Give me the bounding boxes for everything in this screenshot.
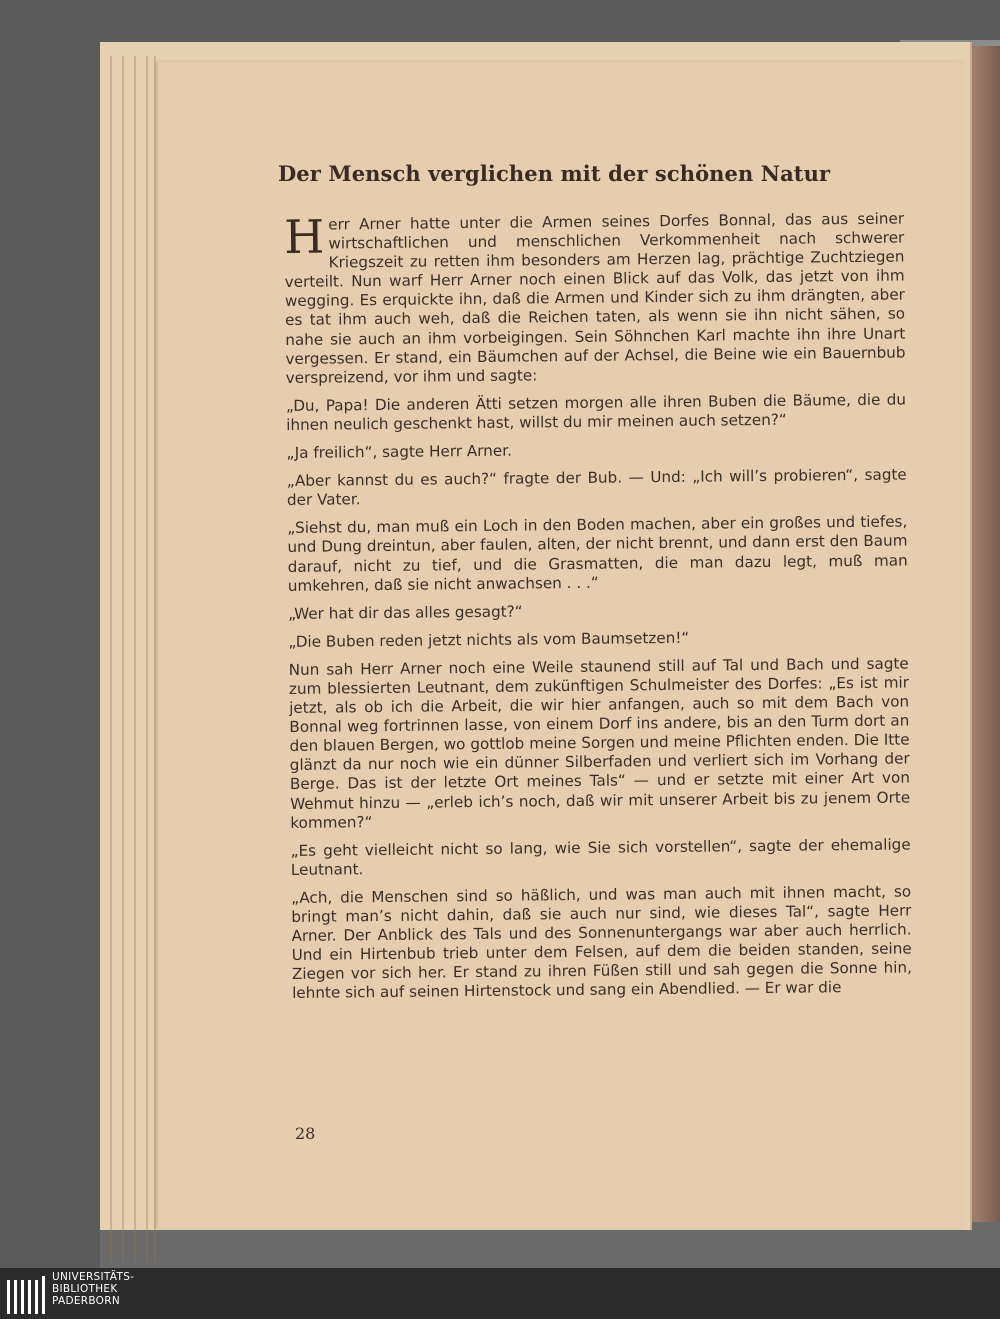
library-name: [52, 1271, 134, 1307]
paragraph-text: err Arner hatte unter die Armen seines Dorfes Bonnal, das aus seiner wirtschaftlichen und menschlichen Verkommenheit nach schwerer Kriegszeit zu retten ihm besonders am Herzen lag, prächtige Zuchtziegen verteilt. Nun warf Herr Arner noch einen Blick auf das Volk, das jetzt von ihm wegging. Es erquickte ihn, daß die Armen und Kinder sich zu ihm drängten, aber es tat ihm auch weh, daß die Reichen taten, als wenn sie ihn nicht sähen, so nahe sie auch an ihm vorbeigingen. Sein Söhnchen Karl machte ihn ihre Unart vergessen. Er stand, ein Bäumchen auf der Achsel, die Beine wie ein Bauernbub verspreizend, vor ihm und sagte:: [284, 209, 906, 387]
library-name-line: PADERBORN: [52, 1295, 120, 1307]
page-number: 28: [295, 1124, 316, 1143]
page-edge: [110, 56, 112, 1262]
paragraph: „Ja freilich“, sagte Herr Arner.: [286, 441, 512, 463]
library-name-line: UNIVERSITÄTS-: [52, 1271, 135, 1283]
page-title: Der Mensch verglichen mit der schönen Natur: [278, 161, 831, 186]
page-edge: [122, 56, 124, 1262]
paragraph: [284, 210, 906, 388]
paragraph: „Die Buben reden jetzt nichts als vom Baumsetzen!“: [288, 628, 690, 651]
library-logo-icon: [6, 1274, 46, 1314]
page-edge: [154, 56, 156, 1262]
paragraph: „Aber kannst du es auch?“ fragte der Bub. — Und: „Ich will’s probieren“, sagte der Vater.: [286, 465, 907, 510]
paragraph: „Du, Papa! Die anderen Ätti setzen morgen alle ihren Buben die Bäume, die du ihnen neulich geschenkt hast, willst du mir meinen auch setzen?“: [285, 390, 907, 434]
page-edge: [146, 56, 148, 1262]
library-name-line: BIBLIOTHEK: [52, 1283, 118, 1295]
paragraph: „Ach, die Menschen sind so häßlich, und was man auch mit ihnen macht, so bringt man’s nicht dahin, daß sie auch nur sind, wie dieses Tal“, sagte Herr Arner. Der Anblick des Tals und des Sonnenuntergangs war aber auch herrlich. Und ein Hirtenbub trieb unter dem Felsen, auf dem die beiden standen, seine Ziegen vor sich her. Er stand zu ihren Füßen still und sah gegen die Sonne hin, lehnte sich auf seinen Hirtenstock und sang ein Abendlied. — Er war die: [291, 882, 913, 1003]
page-edge: [134, 56, 136, 1262]
paragraph: „Es geht vielleicht nicht so lang, wie Sie sich vorstellen“, sagte der ehemalige Leutnant.: [290, 835, 911, 879]
paragraph: Nun sah Herr Arner noch eine Weile staunend still auf Tal und Bach und sagte zum blessierten Leutnant, dem zukünftigen Schulmeister des Dorfes: „Es ist mir jetzt, als ob ich die Arbeit, die wir hier anfangen, auch so mit dem Bach von Bonnal weg fortrinnen lasse, von einem Dorf ins andere, bis an den Turm dort an den blauen Bergen, wo gottlob meine Sorgen und meine Pflichten enden. Die Itte glänzt da nur noch wie ein dünner Silberfaden und verliert sich im Vorhang der Berge. Das ist der letzte Ort meines Tals“ — und er setzte mit einer Art von Wehmut hinzu — „erleb ich’s noch, daß wir mit unserer Arbeit bis zu jenem Orte kommen?“: [288, 654, 911, 832]
library-footer: [0, 1268, 1000, 1319]
paragraph: „Siehst du, man muß ein Loch in den Boden machen, aber ein großes und tiefes, und Dung dreintun, aber faulen, alten, der nicht brennt, und dann erst den Baum darauf, nicht zu tief, und die Grasmatten, die man dazu legt, muß man umkehren, daß sie nicht anwachsen . . .“: [287, 512, 908, 595]
drop-cap: H: [283, 209, 325, 264]
paragraph: „Wer hat dir das alles gesagt?“: [288, 602, 523, 623]
page-body: [284, 210, 912, 1013]
